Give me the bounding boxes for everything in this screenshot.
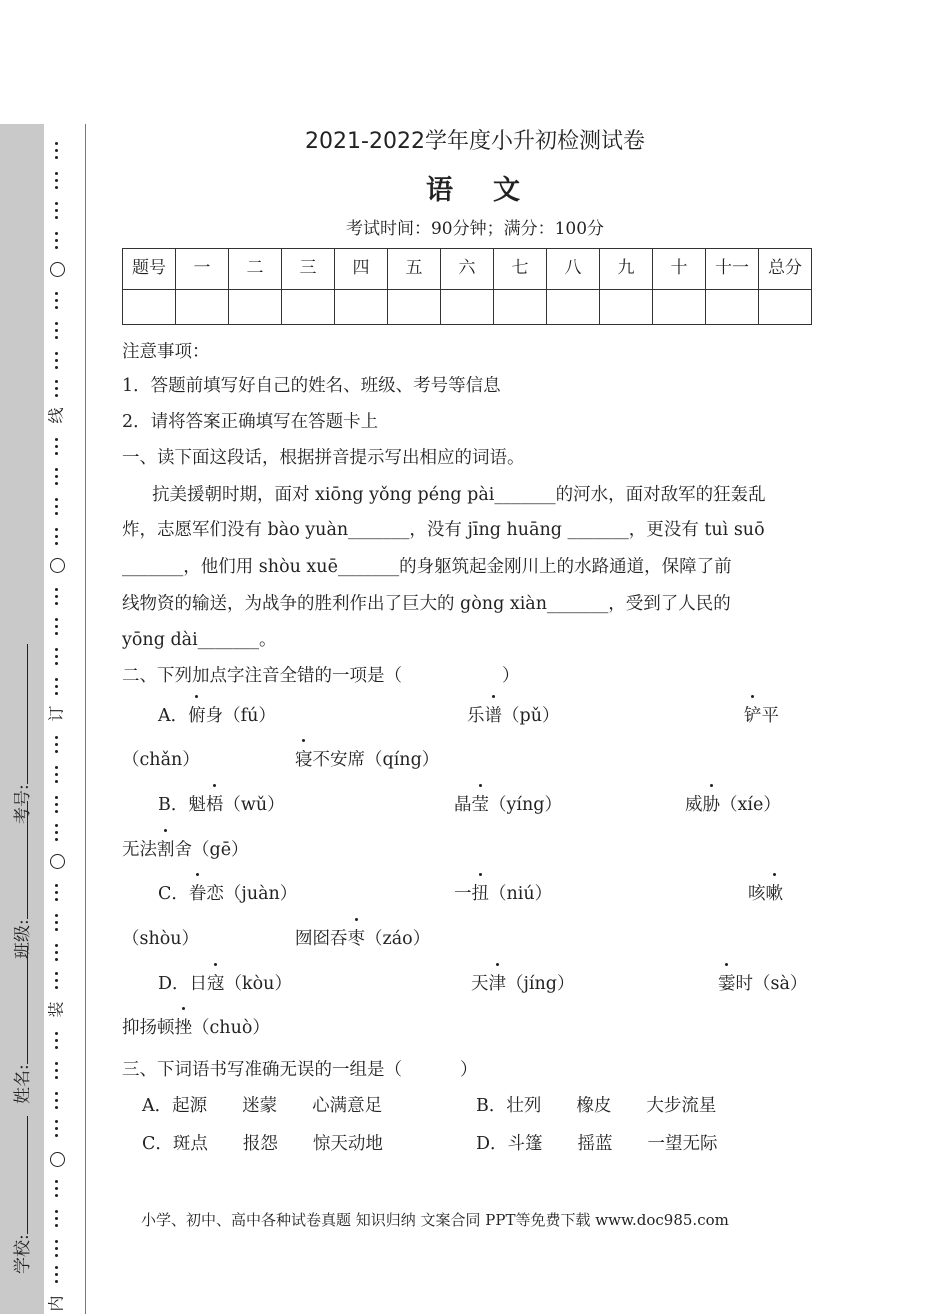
seal-ring-icon: [50, 854, 65, 869]
subject-title: [0, 168, 950, 207]
word-part: （yíng）: [489, 795, 562, 815]
score-cell[interactable]: [335, 290, 388, 325]
word-part: 咳: [748, 884, 766, 904]
q3-title-end: ）: [460, 1060, 478, 1080]
score-cell[interactable]: [388, 290, 441, 325]
class-field: [8, 801, 33, 959]
word-part: 乐: [467, 706, 485, 726]
exam-title: 2021-2022学年度小升初检测试卷: [305, 129, 645, 154]
q1-paragraph-line: 炸，志愿军们没有 bào yuàn_______，没有 jīng huāng _______，更没有 tuì suō: [122, 520, 765, 540]
notes-title: 注意事项：: [122, 342, 210, 362]
dotted-char: 眷: [189, 880, 207, 905]
score-header-cell: 二: [229, 249, 282, 290]
dotted-char: 津: [489, 970, 507, 995]
q2-option-b-word3: [685, 791, 781, 816]
name-label: 姓名:: [13, 1064, 33, 1104]
q2-option-a-word3-pinyin: （chǎn）: [122, 750, 200, 770]
seal-dots: [51, 466, 63, 490]
subject-char: 语: [426, 175, 457, 206]
q2-option-d-word4: [122, 1014, 270, 1039]
score-cell[interactable]: [441, 290, 494, 325]
word-part: 威: [685, 795, 703, 815]
word-part: 囫囵吞: [295, 929, 348, 949]
seal-dots: [51, 1090, 63, 1114]
score-table-score-row: [123, 290, 812, 325]
q2-option-a-word3: [744, 702, 779, 727]
word-part: （kòu）: [224, 974, 292, 994]
word-part: （jíng）: [506, 974, 575, 994]
score-cell[interactable]: [282, 290, 335, 325]
seal-dots: [51, 646, 63, 670]
word-part: （wǔ）: [223, 795, 285, 815]
school-label: 学校:: [13, 1234, 33, 1274]
q2-option-b-word2: [454, 791, 562, 816]
option-label: A．: [158, 706, 189, 726]
seal-dots: [51, 378, 63, 402]
seal-dots: [51, 320, 63, 344]
seal-char-ding: 订: [46, 705, 66, 722]
seal-char-xian: 线: [46, 407, 66, 424]
footer-text: 小学、初中、高中各种试卷真题 知识归纳 文案合同 PPT等免费下载 www.doc985.com: [141, 1211, 729, 1229]
seal-char-nei: 内: [46, 1295, 66, 1312]
q2-option-a-word1: [158, 702, 276, 727]
score-header-cell: 九: [600, 249, 653, 290]
score-cell[interactable]: [600, 290, 653, 325]
score-header-cell: 三: [282, 249, 335, 290]
score-cell[interactable]: [653, 290, 706, 325]
margin-divider: [85, 124, 86, 1314]
q2-option-a-word2: [467, 702, 559, 727]
exam-info: 考试时间：90分钟；满分：100分: [345, 219, 605, 239]
word-part: （niú）: [489, 884, 553, 904]
dotted-char: 梧: [206, 791, 224, 816]
name-field: [8, 946, 33, 1104]
q3-option-d: D．斗篷 摇蓝 一望无际: [476, 1134, 718, 1154]
dotted-char: 扭: [472, 880, 490, 905]
dotted-char: 割: [157, 836, 175, 861]
seal-dots: [51, 290, 63, 314]
word-part: 时（sà）: [735, 974, 808, 994]
seal-dots: [51, 1264, 63, 1288]
q2-title-text: 二、下列加点字注音全错的一项是（: [122, 666, 402, 686]
q2-option-d-word3: [718, 970, 807, 995]
score-header-cell: 六: [441, 249, 494, 290]
word-part: 无法: [122, 840, 157, 860]
word-part: （xíe）: [720, 795, 781, 815]
score-table-header-row: [123, 249, 812, 290]
score-header-cell: 四: [335, 249, 388, 290]
word-part: 平: [761, 706, 779, 726]
word-part: 天: [471, 974, 489, 994]
seal-ring-icon: [50, 1152, 65, 1167]
word-part: 抑扬顿: [122, 1018, 175, 1038]
score-header-cell: 十: [653, 249, 706, 290]
q3-option-c: C．斑点 报怨 惊天动地: [142, 1134, 383, 1154]
seal-dots: [51, 616, 63, 640]
exam-no-blank[interactable]: [13, 644, 28, 784]
notes-item: 1．答题前填写好自己的姓名、班级、考号等信息: [122, 376, 501, 396]
q1-paragraph-line: _______，他们用 shòu xuē_______的身躯筑起金刚川上的水路通道，保障了前: [122, 557, 732, 577]
seal-dots: [51, 496, 63, 520]
seal-dots: [51, 526, 63, 550]
q2-option-c-word2: [454, 880, 552, 905]
q3-title-text: 三、下词语书写准确无误的一组是（: [122, 1060, 402, 1080]
dotted-char: 胁: [703, 791, 721, 816]
seal-dots: [51, 942, 63, 966]
seal-dots: [51, 970, 63, 994]
q1-paragraph-line: 线物资的输送，为战争的胜利作出了巨大的 gòng xiàn_______，受到了人民的: [122, 594, 731, 614]
word-part: （chuò）: [192, 1018, 270, 1038]
option-label: C．: [158, 884, 189, 904]
seal-char-zhuang: 装: [46, 1001, 66, 1018]
subject-char: 文: [493, 175, 524, 206]
q2-option-b-word1: [158, 791, 285, 816]
q3-option-a: A．起源 迷蒙 心满意足: [142, 1096, 383, 1116]
seal-dots: [51, 912, 63, 936]
seal-dots: [51, 586, 63, 610]
word-part: 恋（juàn）: [206, 884, 298, 904]
school-field: [8, 1116, 33, 1274]
seal-dots: [51, 734, 63, 758]
seal-dots: [51, 676, 63, 700]
dotted-char: 霎: [718, 970, 736, 995]
q2-option-a-word4: [295, 746, 439, 771]
score-header-cell: 总分: [759, 249, 812, 290]
word-part: 身（fú）: [205, 706, 276, 726]
seal-dots: [51, 1178, 63, 1202]
dotted-char: 挫: [175, 1014, 193, 1039]
dotted-char: 谱: [485, 702, 503, 727]
q2-title-end: ）: [502, 666, 520, 686]
binding-margin: [0, 124, 44, 1314]
score-cell[interactable]: [123, 290, 176, 325]
score-cell[interactable]: [547, 290, 600, 325]
score-header-cell: 八: [547, 249, 600, 290]
option-label: B．: [158, 795, 189, 815]
score-header-cell: 十一: [706, 249, 759, 290]
dotted-char: 莹: [472, 791, 490, 816]
seal-ring-icon: [50, 558, 65, 573]
q1-title: 一、读下面这段话，根据拼音提示写出相应的词语。: [122, 448, 525, 468]
dotted-char: 寇: [207, 970, 225, 995]
q3-title: [122, 1056, 478, 1081]
score-header-cell: 一: [176, 249, 229, 290]
seal-dots: [51, 1238, 63, 1262]
score-cell[interactable]: [494, 290, 547, 325]
q2-title: [122, 662, 520, 687]
seal-dots: [51, 764, 63, 788]
q3-option-b: B．壮列 橡皮 大步流星: [476, 1096, 717, 1116]
seal-ring-icon: [50, 262, 65, 277]
q1-paragraph-line: 抗美援朝时期，面对 xiōng yǒng péng pài_______的河水，面对敌军的狂轰乱: [152, 485, 766, 505]
school-blank[interactable]: [13, 1116, 28, 1234]
score-cell[interactable]: [176, 290, 229, 325]
word-part: 一: [454, 884, 472, 904]
word-part: （pǔ）: [502, 706, 560, 726]
option-label: D．: [158, 974, 190, 994]
word-part: 晶: [454, 795, 472, 815]
name-blank[interactable]: [13, 946, 28, 1064]
score-header-cell: 五: [388, 249, 441, 290]
seal-dots: [51, 882, 63, 906]
score-cell[interactable]: [759, 290, 812, 325]
seal-dots: [51, 1060, 63, 1084]
seal-dots: [51, 1118, 63, 1142]
score-cell[interactable]: [229, 290, 282, 325]
score-cell[interactable]: [706, 290, 759, 325]
seal-dots: [51, 794, 63, 818]
q2-option-d-word2: [471, 970, 575, 995]
word-part: 舍（gē）: [174, 840, 249, 860]
score-header-cell: 七: [494, 249, 547, 290]
q2-option-c-word3-pinyin: （shòu）: [122, 929, 200, 949]
dotted-char: 枣: [348, 925, 366, 950]
score-table: [122, 248, 812, 325]
word-part: （záo）: [365, 929, 431, 949]
dotted-char: 寝: [295, 746, 313, 771]
notes-item: 2．请将答案正确填写在答题卡上: [122, 412, 379, 432]
seal-dots: [51, 822, 63, 846]
q2-option-c-word3: [748, 880, 783, 905]
word-part: 不安席（qíng）: [312, 750, 440, 770]
q2-option-c-word4: [295, 925, 430, 950]
dotted-char: 俯: [188, 702, 206, 727]
seal-dots: [51, 350, 63, 374]
dotted-char: 嗽: [766, 880, 784, 905]
q2-option-c-word1: [158, 880, 297, 905]
word-part: 魁: [188, 795, 206, 815]
seal-dots: [51, 1208, 63, 1232]
dotted-char: 铲: [744, 702, 762, 727]
q1-paragraph-line: yōng dài_______。: [122, 630, 277, 650]
q2-option-d-word1: [158, 970, 292, 995]
q2-option-b-word4: [122, 836, 249, 861]
exam-no-label: 考号:: [13, 784, 33, 824]
word-part: 日: [189, 974, 208, 994]
seal-dots: [51, 1030, 63, 1054]
exam-no-field: [8, 644, 33, 824]
seal-dots: [51, 436, 63, 460]
class-label: 班级:: [13, 919, 33, 959]
score-header-cell: 题号: [123, 249, 176, 290]
